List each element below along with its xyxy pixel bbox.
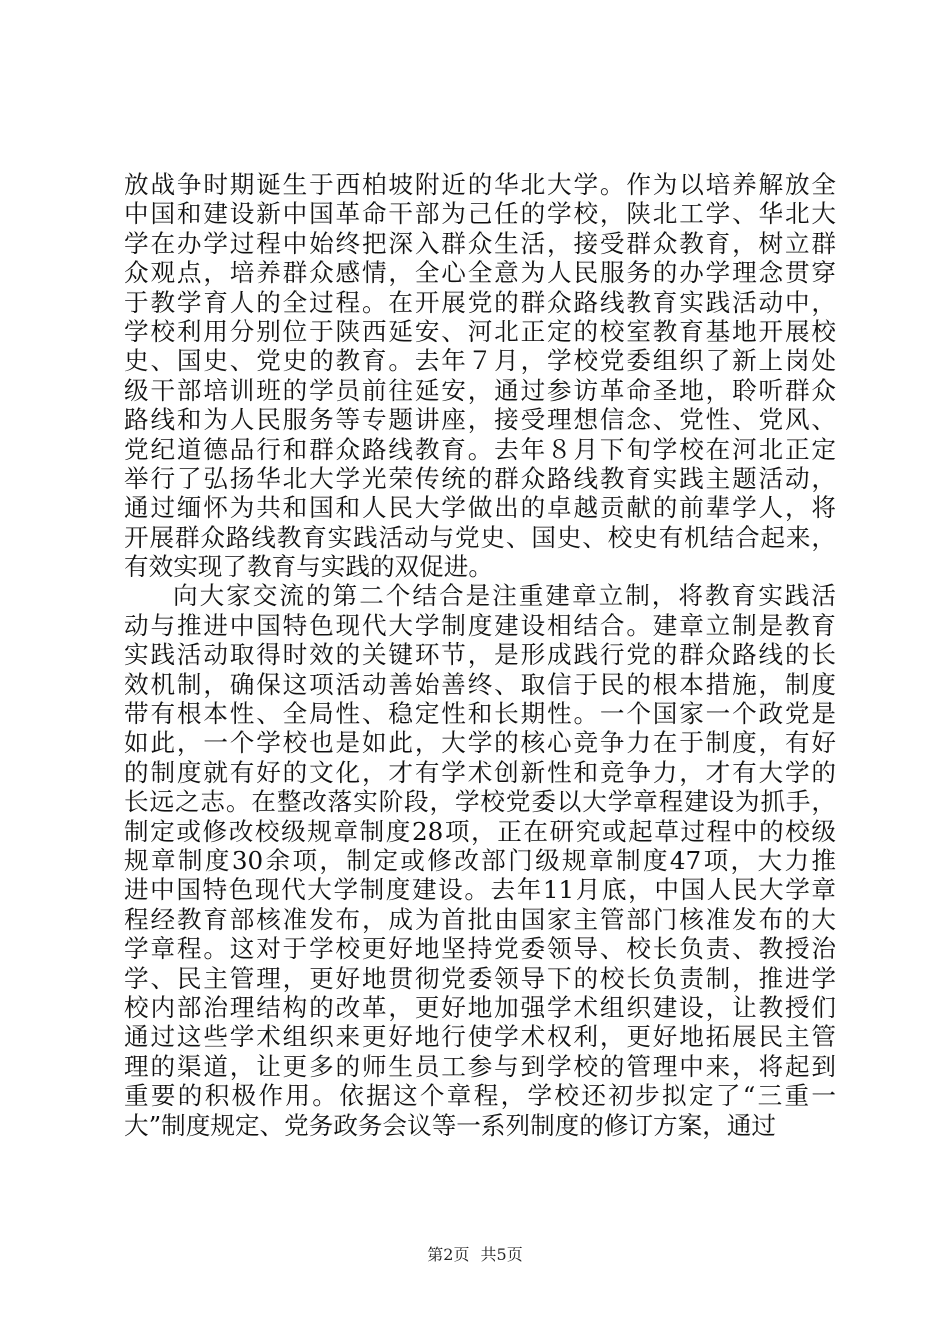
text-line: 效机制，确保这项活动善始善终、取信于民的根本措施，制度	[124, 669, 836, 699]
text-line: 向大家交流的第二个结合是注重建章立制，将教育实践活	[173, 581, 836, 611]
text-line: 校内部治理结构的改革，更好地加强学术组织建设，让教授们	[124, 992, 836, 1022]
text-line: 众观点，培养群众感情，全心全意为人民服务的办学理念贯穿	[124, 258, 836, 288]
text-line: 进中国特色现代大学制度建设。去年11月底，中国人民大学章	[124, 875, 836, 905]
text-line: 通过缅怀为共和国和人民大学做出的卓越贡献的前辈学人，将	[124, 493, 836, 523]
text-line: 学章程。这对于学校更好地坚持党委领导、校长负责、教授治	[124, 934, 836, 964]
text-line: 长远之志。在整改落实阶段，学校党委以大学章程建设为抓手，	[124, 787, 836, 817]
text-line: 制定或修改校级规章制度28项，正在研究或起草过程中的校级	[124, 816, 836, 846]
text-line: 的制度就有好的文化，才有学术创新性和竞争力，才有大学的	[124, 757, 836, 787]
text-line: 如此，一个学校也是如此，大学的核心竞争力在于制度，有好	[124, 728, 836, 758]
text-line: 学、民主管理，更好地贯彻党委领导下的校长负责制，推进学	[124, 963, 836, 993]
text-line: 学校利用分别位于陕西延安、河北正定的校室教育基地开展校	[124, 316, 836, 346]
text-line: 通过这些学术组织来更好地行使学术权利，更好地拓展民主管	[124, 1022, 836, 1052]
text-line: 路线和为人民服务等专题讲座，接受理想信念、党性、党风、	[124, 405, 836, 435]
text-line: 举行了弘扬华北大学光荣传统的群众路线教育实践主题活动，	[124, 463, 836, 493]
text-line: 带有根本性、全局性、稳定性和长期性。一个国家一个政党是	[124, 699, 836, 729]
page-footer	[0, 1244, 950, 1266]
text-line: 中国和建设新中国革命干部为己任的学校，陕北工学、华北大	[124, 199, 836, 229]
page-total: 共5页	[480, 1245, 523, 1264]
text-line: 动与推进中国特色现代大学制度建设相结合。建章立制是教育	[124, 610, 836, 640]
text-line: 大”制度规定、党务政务会议等一系列制度的修订方案，通过	[124, 1110, 777, 1140]
text-line: 开展群众路线教育实践活动与党史、国史、校史有机结合起来，	[124, 522, 836, 552]
paragraph	[124, 581, 836, 1139]
text-line: 学在办学过程中始终把深入群众生活，接受群众教育，树立群	[124, 228, 836, 258]
text-line: 于教学育人的全过程。在开展党的群众路线教育实践活动中，	[124, 287, 836, 317]
text-line: 有效实现了教育与实践的双促进。	[124, 552, 493, 582]
text-line: 级干部培训班的学员前往延安，通过参访革命圣地，聆听群众	[124, 375, 836, 405]
text-line: 放战争时期诞生于西柏坡附近的华北大学。作为以培养解放全	[124, 170, 836, 199]
text-line: 史、国史、党史的教育。去年７月，学校党委组织了新上岗处	[124, 346, 836, 376]
text-line: 实践活动取得时效的关键环节，是形成践行党的群众路线的长	[124, 640, 836, 670]
text-line: 党纪道德品行和群众路线教育。去年８月下旬学校在河北正定	[124, 434, 836, 464]
page-number: 第2页	[427, 1245, 470, 1264]
paragraph	[124, 170, 836, 581]
text-line: 重要的积极作用。依据这个章程，学校还初步拟定了“三重一	[124, 1081, 836, 1111]
text-line: 规章制度30余项，制定或修改部门级规章制度47项，大力推	[124, 845, 836, 875]
text-line: 程经教育部核准发布，成为首批由国家主管部门核准发布的大	[124, 904, 836, 934]
document-body	[124, 170, 836, 1140]
text-line: 理的渠道，让更多的师生员工参与到学校的管理中来，将起到	[124, 1051, 836, 1081]
